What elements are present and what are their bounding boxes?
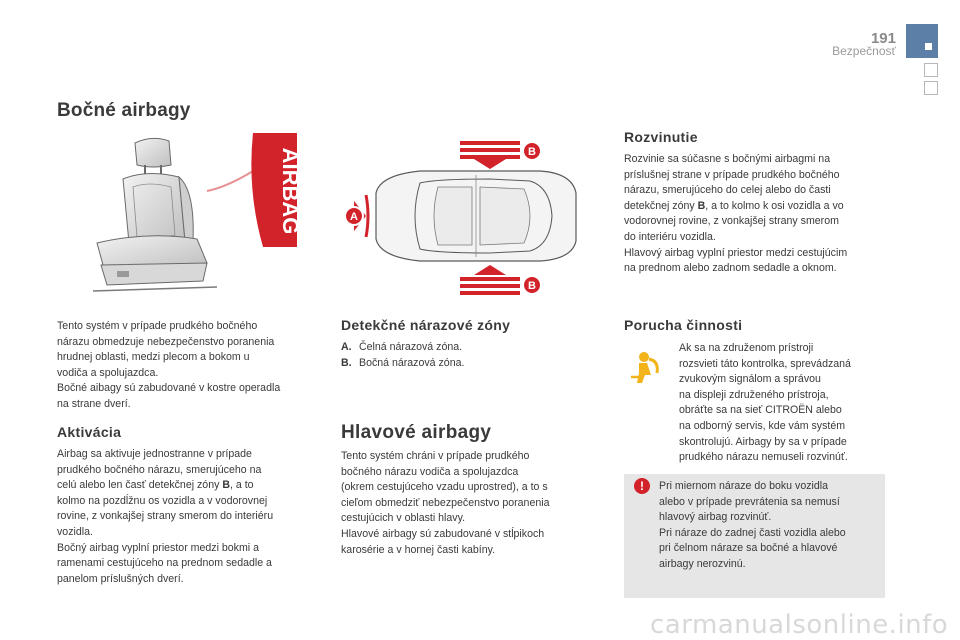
text-line: Pri náraze do zadnej časti vozidla alebo (659, 526, 846, 539)
seat-illustration (57, 131, 319, 301)
detection-heading: Detekčné nárazové zóny (341, 317, 511, 333)
text-line: vozidla. (57, 525, 93, 538)
text-line: obráťte sa na sieť CITROËN alebo (679, 404, 842, 417)
detection-legend (341, 340, 591, 371)
text-line: na odborný servis, kde vám systém (679, 419, 846, 432)
text-line: na displeji združeného prístroja, (679, 388, 829, 401)
zone-b-marker-bottom: B (528, 280, 536, 292)
head-airbags-heading: Hlavové airbagy (341, 422, 492, 443)
legend-item (341, 340, 591, 356)
text-line: vodorovnej rovine, z vonkajšej strany smerom (624, 215, 839, 228)
airbag-warning-lamp-icon (625, 347, 663, 385)
text-line: Airbag sa aktivuje jednostranne v prípade (57, 448, 252, 460)
text-line: (okrem cestujúceho vzadu uprostred), a to s (341, 481, 548, 494)
text-line: Hlavový airbag vyplní priestor medzi cestujúcim (624, 246, 848, 259)
text-line: Bočné aibagy sú zabudované v kostre operadla (57, 382, 281, 395)
text-line: prudkého bočného nárazu, smerujúceho na (57, 463, 262, 476)
text-line: alebo v prípade prevrátenia sa nemusí (659, 495, 840, 508)
text-line: cestujúcich v oblasti hlavy. (341, 512, 466, 525)
text-line: hrudnej oblasti, medzi plecom a bokom u (57, 351, 250, 364)
warning-icon: ! (634, 478, 650, 494)
text-line: Rozvinie sa súčasne s bočnými airbagmi na (624, 153, 831, 165)
text-line: prudkého nárazu nemuseli rozvinúť. (679, 451, 848, 464)
text-line: nárazu, smerujúceho do celej alebo do časti (624, 184, 831, 197)
legend-item (341, 356, 591, 372)
watermark: carmanualsonline.info (650, 610, 949, 640)
legend-text: Čelná nárazová zóna. (359, 341, 463, 353)
deployment-heading: Rozvinutie (624, 129, 698, 145)
text-line: rovine, z vonkajšej strany smerom do interiéru (57, 510, 274, 523)
malfunction-heading: Porucha činnosti (624, 317, 743, 333)
legend-text: Bočná nárazová zóna. (359, 356, 465, 369)
text-line: cieľom obmedziť nebezpečenstvo poranenia (341, 496, 550, 509)
text-line: kolmo na pozdĺžnu os vozidla a v vodorovnej (57, 494, 268, 507)
text-line: na strane dverí. (57, 397, 131, 410)
text-line: panelom príslušných dverí. (57, 572, 184, 585)
activation-text (57, 447, 319, 587)
legend-key: A. (341, 341, 352, 353)
page-number: 191 (870, 30, 896, 47)
text-line: Hlavové airbagy sú zabudované v stĺpikoch (341, 527, 545, 540)
text-line: ramenami cestujúceho na prednom sedadle a (57, 557, 272, 570)
malfunction-text (679, 341, 891, 466)
text-line: nárazu obmedzuje nebezpečenstvo poranenia (57, 335, 275, 348)
text-line: Tento systém chráni v prípade prudkého (341, 450, 530, 462)
text-line: celú alebo len časť detekčnej zóny B, a to (57, 479, 254, 492)
text-line: airbagy nerozvinú. (659, 557, 746, 570)
warning-text (659, 479, 881, 573)
section-tab[interactable] (924, 63, 938, 77)
text-line: bočného nárazu vodiča a spolujazdca (341, 465, 519, 478)
zone-a-marker: A (350, 211, 358, 223)
text-line: Ak sa na združenom prístroji (679, 342, 814, 354)
text-line: Pri miernom náraze do boku vozidla (659, 480, 828, 492)
deployment-text (624, 152, 892, 277)
text-line: zvukovým signálom a správou (679, 373, 821, 386)
text-line: pri čelnom náraze sa bočné a hlavové (659, 542, 838, 555)
section-tab-active[interactable] (906, 24, 938, 58)
legend-key: B. (341, 356, 352, 369)
text-line: do interiéru vozidla. (624, 230, 716, 243)
airbag-label: AIRBAG (278, 147, 303, 235)
head-airbags-text (341, 449, 593, 558)
text-line: Bočný airbag vyplní priestor medzi bokmi a (57, 541, 259, 554)
text-line: hlavový airbag rozvinúť. (659, 511, 772, 524)
section-tab[interactable] (924, 81, 938, 95)
text-line: Tento systém v prípade prudkého bočného (57, 320, 258, 332)
text-line: na prednom alebo zadnom sedadle a oknom. (624, 262, 837, 275)
text-line: karosérie a v hornej časti kabíny. (341, 543, 496, 556)
text-line: detekčnej zóny B, a to kolmo k osi vozidla a vo (624, 199, 844, 212)
page-title: Bočné airbagy (57, 100, 191, 121)
text-line: vodiča a spolujazdca. (57, 366, 159, 379)
tab-square-icon (925, 43, 932, 50)
text-line: skontrolujú. Airbagy by sa v prípade (679, 435, 847, 448)
text-line: rozsvieti táto kontrolka, sprevádzaná (679, 357, 851, 370)
intro-text (57, 319, 319, 413)
text-line: príslušnej strane v prípade prudkého bočného (624, 168, 840, 181)
activation-heading: Aktivácia (57, 424, 122, 440)
zone-b-marker-top: B (528, 146, 536, 158)
section-name: Bezpečnosť (832, 44, 896, 58)
car-impact-diagram (340, 131, 590, 301)
